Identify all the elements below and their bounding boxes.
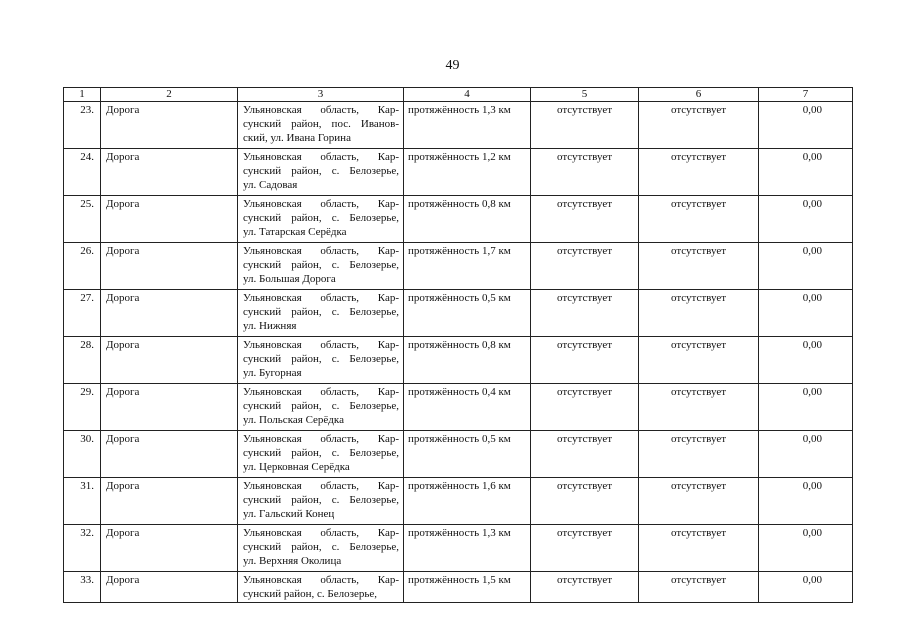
column-5-value: отсутствует [531, 384, 639, 431]
table-row [64, 102, 853, 149]
object-characteristic: протяжённость 0,5 км [404, 290, 531, 337]
address-line: сунский район, с. Белозерье, [243, 588, 377, 600]
object-address [238, 337, 404, 384]
address-line: сунский район, пос. Иванов- [243, 118, 399, 130]
address-line: сунский район, с. Белозерье, [243, 259, 399, 271]
page-number: 49 [445, 58, 460, 73]
object-name: Дорога [101, 102, 238, 149]
column-6-value: отсутствует [639, 290, 759, 337]
row-number: 24. [64, 149, 101, 196]
row-number: 26. [64, 243, 101, 290]
object-address [238, 478, 404, 525]
column-7-value: 0,00 [759, 431, 853, 478]
address-line: сунский район, с. Белозерье, [243, 212, 399, 224]
object-name: Дорога [101, 572, 238, 603]
column-7-value: 0,00 [759, 478, 853, 525]
object-name: Дорога [101, 384, 238, 431]
object-characteristic: протяжённость 1,6 км [404, 478, 531, 525]
column-header-4: 4 [404, 88, 531, 102]
registry-table [63, 87, 853, 603]
address-line: ул. Бугорная [243, 367, 302, 379]
address-line: ул. Гальский Конец [243, 508, 335, 520]
row-number: 28. [64, 337, 101, 384]
column-5-value: отсутствует [531, 572, 639, 603]
table-row [64, 384, 853, 431]
column-6-value: отсутствует [639, 431, 759, 478]
address-line: Ульяновская область, Кар- [243, 527, 399, 539]
column-header-7: 7 [759, 88, 853, 102]
column-header-5: 5 [531, 88, 639, 102]
table-row [64, 478, 853, 525]
column-5-value: отсутствует [531, 196, 639, 243]
address-line: Ульяновская область, Кар- [243, 198, 399, 210]
object-address [238, 243, 404, 290]
address-line: сунский район, с. Белозерье, [243, 306, 399, 318]
column-header-1: 1 [64, 88, 101, 102]
table-row [64, 572, 853, 603]
object-name: Дорога [101, 337, 238, 384]
object-characteristic: протяжённость 1,3 км [404, 525, 531, 572]
table-row [64, 243, 853, 290]
column-6-value: отсутствует [639, 196, 759, 243]
object-name: Дорога [101, 290, 238, 337]
address-line: ул. Большая Дорога [243, 273, 336, 285]
column-header-6: 6 [639, 88, 759, 102]
column-6-value: отсутствует [639, 102, 759, 149]
column-7-value: 0,00 [759, 525, 853, 572]
address-line: Ульяновская область, Кар- [243, 151, 399, 163]
address-line: ский, ул. Ивана Горина [243, 132, 351, 144]
address-line: сунский район, с. Белозерье, [243, 447, 399, 459]
header-row [64, 88, 853, 102]
column-6-value: отсутствует [639, 243, 759, 290]
object-name: Дорога [101, 478, 238, 525]
column-6-value: отсутствует [639, 525, 759, 572]
address-line: Ульяновская область, Кар- [243, 104, 399, 116]
address-line: ул. Верхняя Околица [243, 555, 342, 567]
column-5-value: отсутствует [531, 149, 639, 196]
object-characteristic: протяжённость 0,5 км [404, 431, 531, 478]
object-address [238, 290, 404, 337]
column-7-value: 0,00 [759, 196, 853, 243]
table-row [64, 431, 853, 478]
row-number: 32. [64, 525, 101, 572]
object-characteristic: протяжённость 1,7 км [404, 243, 531, 290]
column-7-value: 0,00 [759, 102, 853, 149]
row-number: 31. [64, 478, 101, 525]
column-5-value: отсутствует [531, 102, 639, 149]
object-address [238, 196, 404, 243]
object-address [238, 102, 404, 149]
column-5-value: отсутствует [531, 290, 639, 337]
address-line: Ульяновская область, Кар- [243, 339, 399, 351]
address-line: Ульяновская область, Кар- [243, 480, 399, 492]
row-number: 25. [64, 196, 101, 243]
column-7-value: 0,00 [759, 572, 853, 603]
row-number: 33. [64, 572, 101, 603]
object-characteristic: протяжённость 1,5 км [404, 572, 531, 603]
object-characteristic: протяжённость 1,2 км [404, 149, 531, 196]
column-5-value: отсутствует [531, 243, 639, 290]
column-6-value: отсутствует [639, 478, 759, 525]
object-name: Дорога [101, 243, 238, 290]
object-address [238, 525, 404, 572]
object-name: Дорога [101, 196, 238, 243]
column-7-value: 0,00 [759, 243, 853, 290]
address-line: Ульяновская область, Кар- [243, 245, 399, 257]
row-number: 29. [64, 384, 101, 431]
object-name: Дорога [101, 431, 238, 478]
row-number: 30. [64, 431, 101, 478]
object-characteristic: протяжённость 1,3 км [404, 102, 531, 149]
address-line: ул. Нижняя [243, 320, 297, 332]
column-5-value: отсутствует [531, 525, 639, 572]
object-address [238, 149, 404, 196]
row-number: 27. [64, 290, 101, 337]
object-characteristic: протяжённость 0,4 км [404, 384, 531, 431]
address-line: сунский район, с. Белозерье, [243, 400, 399, 412]
column-5-value: отсутствует [531, 337, 639, 384]
address-line: ул. Садовая [243, 179, 298, 191]
table-row [64, 149, 853, 196]
column-5-value: отсутствует [531, 478, 639, 525]
object-name: Дорога [101, 525, 238, 572]
column-5-value: отсутствует [531, 431, 639, 478]
column-6-value: отсутствует [639, 337, 759, 384]
object-address [238, 431, 404, 478]
object-characteristic: протяжённость 0,8 км [404, 196, 531, 243]
object-address [238, 384, 404, 431]
column-6-value: отсутствует [639, 572, 759, 603]
address-line: ул. Польская Серёдка [243, 414, 344, 426]
address-line: Ульяновская область, Кар- [243, 574, 399, 586]
address-line: ул. Татарская Серёдка [243, 226, 347, 238]
table-body [64, 102, 853, 603]
column-7-value: 0,00 [759, 384, 853, 431]
column-6-value: отсутствует [639, 149, 759, 196]
row-number: 23. [64, 102, 101, 149]
table-row [64, 337, 853, 384]
table-header [64, 88, 853, 102]
column-7-value: 0,00 [759, 290, 853, 337]
address-line: сунский район, с. Белозерье, [243, 353, 399, 365]
address-line: Ульяновская область, Кар- [243, 433, 399, 445]
object-characteristic: протяжённость 0,8 км [404, 337, 531, 384]
object-name: Дорога [101, 149, 238, 196]
table-row [64, 196, 853, 243]
address-line: ул. Церковная Серёдка [243, 461, 350, 473]
address-line: сунский район, с. Белозерье, [243, 541, 399, 553]
table-row [64, 525, 853, 572]
table-row [64, 290, 853, 337]
column-header-3: 3 [238, 88, 404, 102]
address-line: сунский район, с. Белозерье, [243, 165, 399, 177]
column-header-2: 2 [101, 88, 238, 102]
column-7-value: 0,00 [759, 149, 853, 196]
column-7-value: 0,00 [759, 337, 853, 384]
column-6-value: отсутствует [639, 384, 759, 431]
object-address [238, 572, 404, 603]
address-line: сунский район, с. Белозерье, [243, 494, 399, 506]
address-line: Ульяновская область, Кар- [243, 292, 399, 304]
address-line: Ульяновская область, Кар- [243, 386, 399, 398]
